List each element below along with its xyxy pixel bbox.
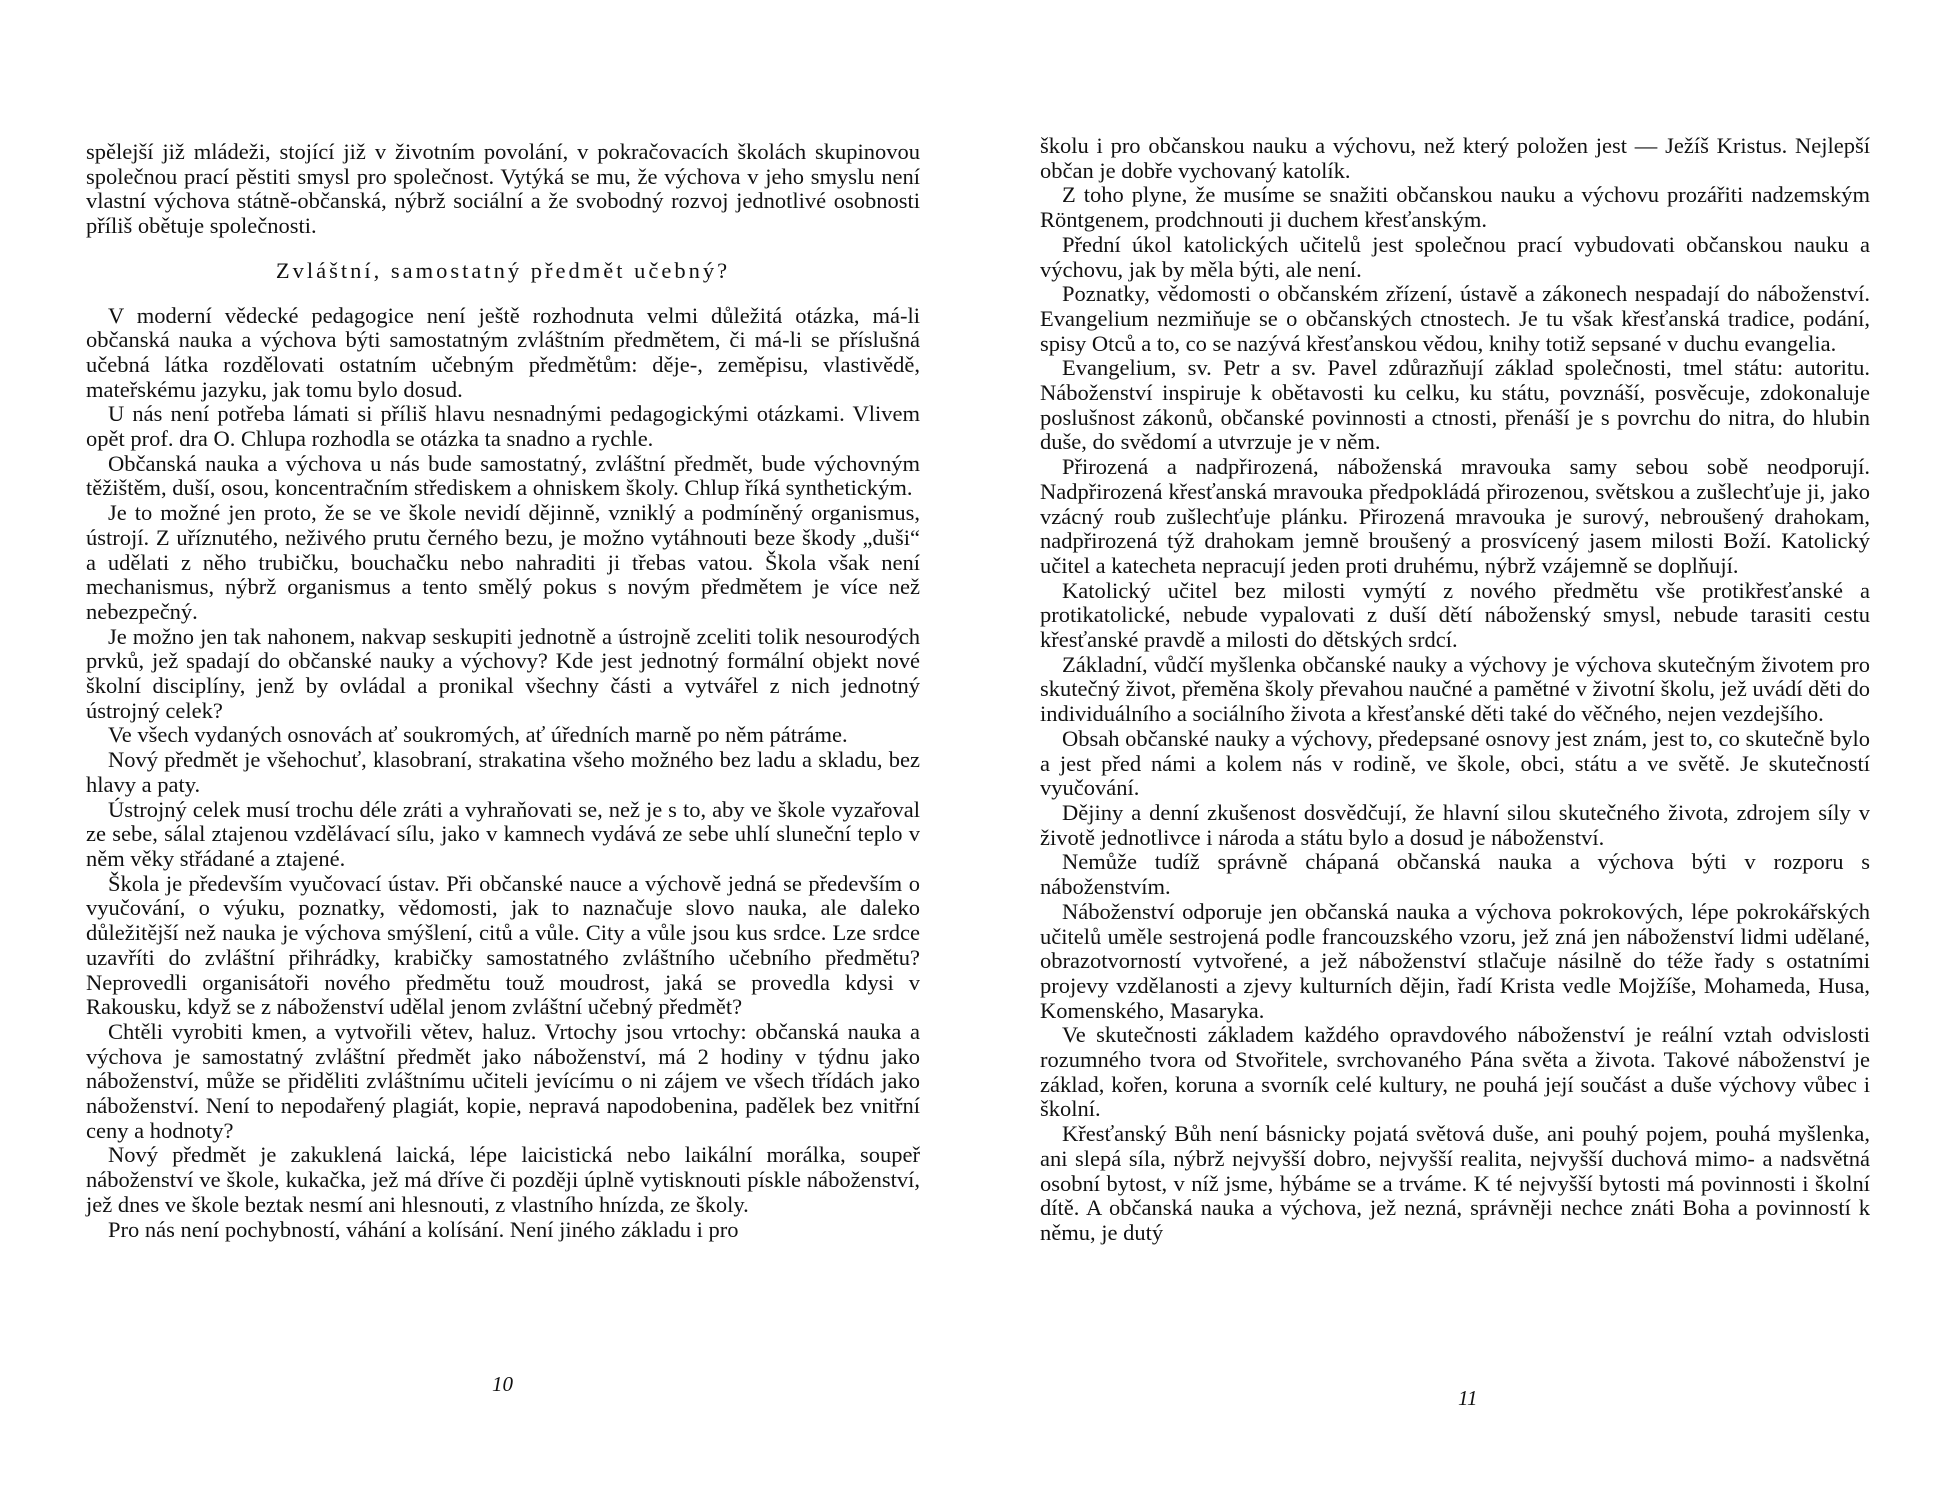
right-paragraph: Náboženství odporuje jen občanská nauka a výchova pokrokových, lépe pokrokářských učitelů uměle sestrojená podle francouzského vzoru, jež zná jen náboženství lidmi udělané, obrazotvorností vytvořené, a jež náboženství stlačuje násilně do téže řady s ostatními projevy vzdělanosti a zjevy kulturních dějin, řadí Krista vedle Mojžíše, Mohameda, Husa, Komenského, Masaryka. [1040,898,1870,1023]
right-lead-paragraph: školu i pro občanskou nauku a výchovu, než který položen jest — Ježíš Kristus. Nejlepší občan je dobře vychovaný katolík. [1040,133,1870,183]
right-paragraph: Ve skutečnosti základem každého opravdového náboženství je reální vztah odvislosti rozumného tvora od Stvořitele, svrchovaného Pána světa a života. Takové náboženství je základ, kořen, koruna a svorník celé kultury, ne pouhá její součást a duše výchovy vůbec i školní. [1040,1022,1870,1122]
left-paragraph: V moderní vědecké pedagogice není ještě rozhodnuta velmi důležitá otázka, má-li občanská nauka a výchova býti samostatným zvláštním předmětem, či má-li se příslušná učebná látka rozdělovati ostatním učebným předmětům: děje-, zeměpisu, vlastivědě, mateřskému jazyku, jak tomu bylo dosud. [86,302,920,402]
page-number-right: 11 [1458,1386,1478,1410]
left-page-text [86,140,920,1242]
right-paragraph: Křesťanský Bůh není básnicky pojatá světová duše, ani pouhý pojem, pouhá myšlenka, ani slepá síla, nýbrž nejvyšší dobro, nejvyšší realita, nejvyšší duchová mimo- a nadsvětná osobní bytost, v níž jsme, hýbáme se a trváme. K té nejvyšší bytosti má povinnosti i školní dítě. A občanská nauka a výchova, jež nezná, správněji nechce znáti Boha a povinností k němu, je dutý [1040,1121,1870,1245]
left-paragraph: Chtěli vyrobiti kmen, a vytvořili větev, haluz. Vrtochy jsou vrtochy: občanská nauka a výchova je samostatný zvláštní předmět jako náboženství, má 2 hodiny v týdnu jako náboženství, může se přiděliti zvláštnímu učiteli jevícímu o ni zájem ve všech třídách jako náboženství. Není to nepodařený plagiát, kopie, nepravá napodobenina, padělek bez vnitřní ceny a hodnoty? [86,1018,920,1143]
left-paragraph: Je možno jen tak nahonem, nakvap seskupiti jednotně a ústrojně zceliti tolik nesourodých prvků, jež spadají do občanské nauky a výchovy? Kde jest jednotný formální objekt nové školní disciplíny, jenž by ovládal a pronikal všechny části a vytvářel z nich jednotný ústrojný celek? [86,623,920,723]
right-paragraph: Katolický učitel bez milosti vymýtí z nového předmětu vše protikřesťanské a protikatolické, nebude vypalovati z duší dětí náboženský smysl, nebude tarasiti cestu křesťanské pravdě a milosti do dětských srdcí. [1040,577,1870,653]
right-paragraph: Obsah občanské nauky a výchovy, předepsané osnovy jest znám, jest to, co skutečně bylo a jest před námi a kolem nás v rodině, ve škole, obci, státu a ve světě. Je skutečností vyučování. [1040,725,1870,801]
left-paragraph: Ústrojný celek musí trochu déle zráti a vyhraňovati se, než je s to, aby ve škole vyzařoval ze sebe, sálal ztajenou vzdělávací sílu, jako v kamnech vydává ze sebe uhlí sluneční teplo v něm věky střádané a ztajené. [86,796,920,871]
right-paragraph: Základní, vůdčí myšlenka občanské nauky a výchovy je výchova skutečným životem pro skutečný život, přeměna školy převahou naučné a pamětné v životní školu, jež uvádí děti do individuálního a sociálního života a křesťanské děti také do věčného, nejen vezdejšího. [1040,651,1870,727]
right-page [974,0,1948,1500]
left-paragraph: Nový předmět je zakuklená laická, lépe laicistická nebo laikální morálka, soupeř náboženství ve škole, kukačka, jež má dříve či později úplně vytisknouti pískle náboženství, jež dnes ve škole beztak nesmí ani hlesnouti, z vlastního hnízda, ze školy. [86,1142,920,1217]
left-paragraph: Ve všech vydaných osnovách ať soukromých, ať úředních marně po něm pátráme. [108,722,848,748]
right-paragraph: Evangelium, sv. Petr a sv. Pavel zdůrazňují základ společnosti, tmel státu: autoritu. Náboženství inspiruje k obětavosti ku celku, ku státu, povznáší, posvěcuje, zdokonaluje poslušnost zákonů, občanské povinnosti a ctnosti, přenáší je s povrchu do nitra, do hlubin duše, do svědomí a utvrzuje je v něm. [1040,355,1870,455]
right-paragraph: Nemůže tudíž správně chápaná občanská nauka a výchova býti v rozporu s náboženstvím. [1040,849,1870,900]
page-number-left: 10 [492,1372,513,1396]
right-paragraph: Dějiny a denní zkušenost dosvědčují, že hlavní silou skutečného života, zdrojem síly v životě jednotlivce i národa a státu bylo a dosud je náboženství. [1040,799,1870,850]
right-paragraph: Přední úkol katolických učitelů jest společnou prací vybudovati občanskou nauku a výchovu, jak by měla býti, ale není. [1040,231,1870,282]
section-heading: Zvláštní, samostatný předmět učebný? [275,257,731,283]
left-paragraph: Občanská nauka a výchova u nás bude samostatný, zvláštní předmět, bude výchovným těžištěm, duší, osou, koncentračním střediskem a ohniskem školy. Chlup říká synthetickým. [86,450,920,501]
right-paragraph: Přirozená a nadpřirozená, náboženská mravouka samy sebou sobě neodporují. Nadpřirozená křesťanská mravouka předpokládá přirozenou, světskou a zušlechťuje ji, jako vzácný roub zušlechťuje plánku. Přirozená mravouka je surový, nebroušený drahokam, nadpřirozená týž drahokam jemně broušený a prosvícený jasem milosti Boží. Katolický učitel a katecheta nepracují jeden proti druhému, nýbrž vzájemně se doplňují. [1040,454,1870,578]
left-lead-paragraph: spělejší již mládeži, stojící již v životním povolání, v pokračovacích školách skupinovou společnou prací pěstiti smysl pro společnost. Vytýká se mu, že výchova v jeho smyslu není vlastní výchova státně-občanská, nýbrž sociální a že svobodný rozvoj jednotlivé osobnosti příliš obětuje společnosti. [86,139,920,239]
right-paragraph: Z toho plyne, že musíme se snažiti občanskou nauku a výchovu prozářiti nadzemským Röntgenem, prodchnouti ji duchem křesťanským. [1040,182,1870,233]
left-paragraph: Nový předmět je všehochuť, klasobraní, strakatina všeho možného bez ladu a skladu, bez hlavy a paty. [86,747,920,797]
right-paragraph: Poznatky, vědomosti o občanském zřízení, ústavě a zákonech nespadají do náboženství. Evangelium nezmiňuje se o občanských ctnostech. Je tu však křesťanská tradice, podání, spisy Otců a to, co se nazývá křesťanskou vědou, knihy totiž sepsané v duchu evangelia. [1040,281,1870,356]
left-paragraph: Škola je především vyučovací ústav. Při občanské nauce a výchově jedná se především o vyučování, o výuku, poznatky, vědomosti, jak to naznačuje slovo nauka, ale daleko důležitější než nauka je výchova smýšlení, citů a vůle. City a vůle jsou kus srdce. Lze srdce uzavříti do zvláštní přihrádky, krabičky samostatného zvláštního učebního předmětu? Neprovedli organisátoři nového předmětu touž moudrost, jaká se provedla kdysi v Rakousku, když se z náboženství udělal jenom zvláštní učebný předmět? [86,870,920,1020]
right-page-text [1040,134,1870,1246]
left-paragraph: Je to možné jen proto, že se ve škole nevidí dějinně, vzniklý a podmíněný organismus, ústrojí. Z uříznutého, neživého prutu černého bezu, je možno vytáhnouti beze škody „duši“ a udělati z něho trubičku, bouchačku nebo nahraditi ji třebas vatou. Škola však není mechanismus, nýbrž organismus a tento smělý pokus s novým předmětem je více než nebezpečný. [86,500,920,624]
left-paragraph: Pro nás není pochybností, váhání a kolísání. Není jiného základu i pro [108,1216,739,1242]
left-paragraph: U nás není potřeba lámati si příliš hlavu nesnadnými pedagogickými otázkami. Vlivem opět prof. dra O. Chlupa rozhodla se otázka ta snadno a rychle. [86,401,920,452]
